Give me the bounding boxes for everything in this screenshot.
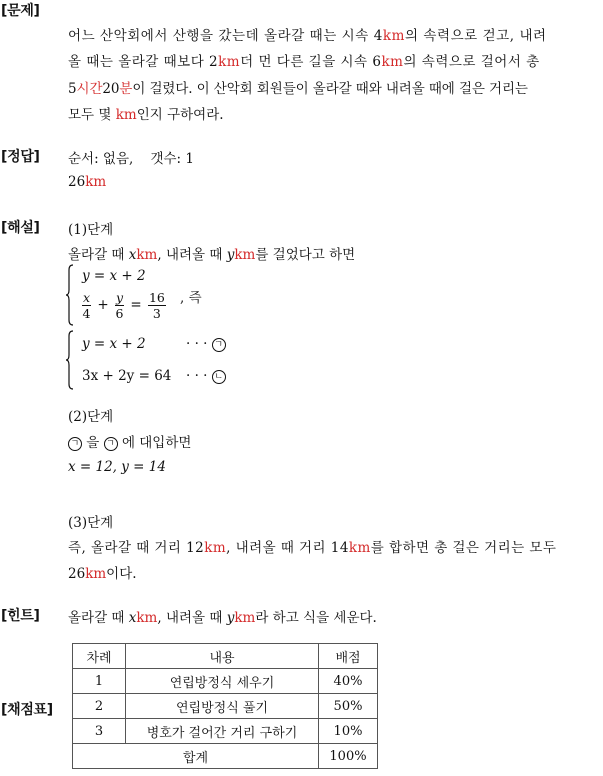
row-score: 50% bbox=[319, 694, 378, 719]
step3-title: (3)단계 bbox=[68, 515, 114, 531]
left-brace bbox=[66, 330, 74, 390]
table-header-row bbox=[73, 644, 378, 669]
equation-4: 3x + 2y = 64 bbox=[82, 368, 172, 384]
step3-text-2: 26km이다. bbox=[68, 566, 137, 582]
answer-meta: 순서: 없음, 갯수: 1 bbox=[68, 151, 194, 167]
problem-line-3: 5시간20분이 걸렸다. 이 산악회 회원들이 올라갈 때와 내려올 때에 걸은 거리는 bbox=[68, 81, 528, 97]
hint-label: [힌트] bbox=[1, 608, 40, 624]
thus-text: , 즉 bbox=[180, 290, 202, 306]
rubric-table bbox=[72, 643, 378, 769]
header-no: 차례 bbox=[73, 644, 126, 669]
step2-title: (2)단계 bbox=[68, 409, 114, 425]
equation-1: y = x + 2 bbox=[82, 268, 146, 284]
row-no: 2 bbox=[73, 694, 126, 719]
total-label: 합계 bbox=[73, 744, 319, 769]
problem-label: [문제] bbox=[1, 3, 40, 19]
table-total-row bbox=[73, 744, 378, 769]
step1-text: 올라갈 때 xkm, 내려올 때 ykm를 걸었다고 하면 bbox=[68, 247, 356, 263]
problem-line-2: 올 때는 올라갈 때보다 2km더 먼 다른 길을 시속 6km의 속력으로 걸어서 총 bbox=[68, 54, 540, 70]
row-no: 1 bbox=[73, 669, 126, 694]
step3-text-1: 즉, 올라갈 때 거리 12km, 내려올 때 거리 14km를 합하면 총 걸은 거리는 모두 bbox=[68, 540, 557, 556]
row-score: 10% bbox=[319, 719, 378, 744]
circled-giyeok-icon: ㄱ bbox=[104, 437, 118, 451]
row-content: 병호가 걸어간 거리 구하기 bbox=[126, 719, 319, 744]
equation-4-marker: · · · ㄴ bbox=[186, 368, 226, 384]
row-score: 40% bbox=[319, 669, 378, 694]
table-row bbox=[73, 719, 378, 744]
hint-text: 올라갈 때 xkm, 내려올 때 ykm라 하고 식을 세운다. bbox=[68, 610, 377, 626]
rubric-label: [채점표] bbox=[1, 702, 53, 718]
answer-value: 26km bbox=[68, 174, 107, 190]
total-score: 100% bbox=[319, 744, 378, 769]
step2-text: ㄱ 을 ㄱ 에 대입하면 bbox=[68, 431, 191, 451]
row-content: 연립방정식 풀기 bbox=[126, 694, 319, 719]
circled-giyeok-icon: ㄱ bbox=[212, 338, 226, 352]
circled-giyeok-icon: ㄱ bbox=[68, 437, 82, 451]
row-content: 연립방정식 세우기 bbox=[126, 669, 319, 694]
row-no: 3 bbox=[73, 719, 126, 744]
problem-line-1: 어느 산악회에서 산행을 갔는데 올라갈 때는 시속 4km의 속력으로 걷고, 내려 bbox=[68, 28, 547, 44]
solution-label: [해설] bbox=[1, 220, 40, 236]
table-row bbox=[73, 669, 378, 694]
header-content: 내용 bbox=[126, 644, 319, 669]
step1-title: (1)단계 bbox=[68, 222, 114, 238]
equation-3-marker: · · · ㄱ bbox=[186, 336, 226, 352]
table-row bbox=[73, 694, 378, 719]
step2-result: x = 12, y = 14 bbox=[68, 459, 166, 475]
left-brace bbox=[66, 264, 74, 326]
equation-3: y = x + 2 bbox=[82, 336, 146, 352]
problem-line-4: 모두 몇 km인지 구하여라. bbox=[68, 107, 224, 123]
equation-2: $\frac{x}{4}$ + $\frac{y}{6}$ = $\frac{16}{3}$ bbox=[82, 290, 165, 321]
circled-nieun-icon: ㄴ bbox=[212, 370, 226, 384]
answer-label: [정답] bbox=[1, 149, 40, 165]
header-score: 배점 bbox=[319, 644, 378, 669]
